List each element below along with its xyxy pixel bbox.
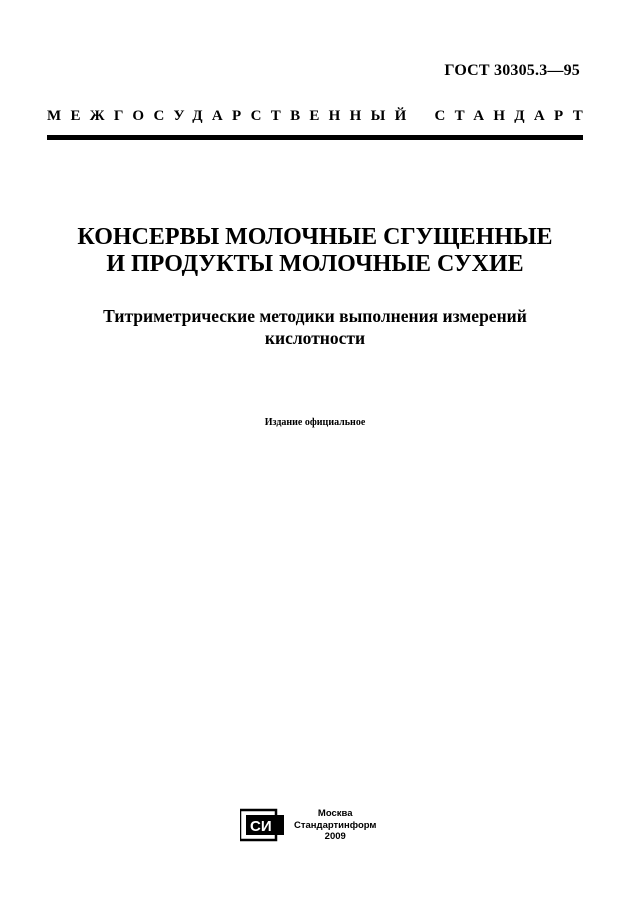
title-block xyxy=(0,224,630,349)
standard-type-word2: СТАНДАРТ xyxy=(434,108,592,124)
standartinform-logo-icon xyxy=(240,808,284,842)
edition-label: Издание официальное xyxy=(264,417,366,428)
main-title xyxy=(0,224,630,278)
main-title-line1: КОНСЕРВЫ МОЛОЧНЫЕ СГУЩЕННЫЕ xyxy=(77,224,553,250)
subtitle-line1: Титриметрические методики выполнения измерений xyxy=(103,306,527,326)
header-divider xyxy=(47,135,583,140)
subtitle xyxy=(0,305,630,349)
publisher-year: 2009 xyxy=(324,831,346,842)
subtitle-line2: кислотности xyxy=(264,328,366,348)
publisher-block xyxy=(240,808,376,843)
standard-type-header xyxy=(47,108,592,125)
document-number: ГОСТ 30305.3—95 xyxy=(444,62,580,79)
publisher-city: Москва xyxy=(317,808,353,819)
publisher-text xyxy=(294,808,376,843)
svg-text:СИ: СИ xyxy=(250,818,272,836)
standard-type-word1: МЕЖГОСУДАРСТВЕННЫЙ xyxy=(47,108,416,124)
publisher-name: Стандартинформ xyxy=(294,819,377,831)
main-title-line2: И ПРОДУКТЫ МОЛОЧНЫЕ СУХИЕ xyxy=(106,251,524,277)
